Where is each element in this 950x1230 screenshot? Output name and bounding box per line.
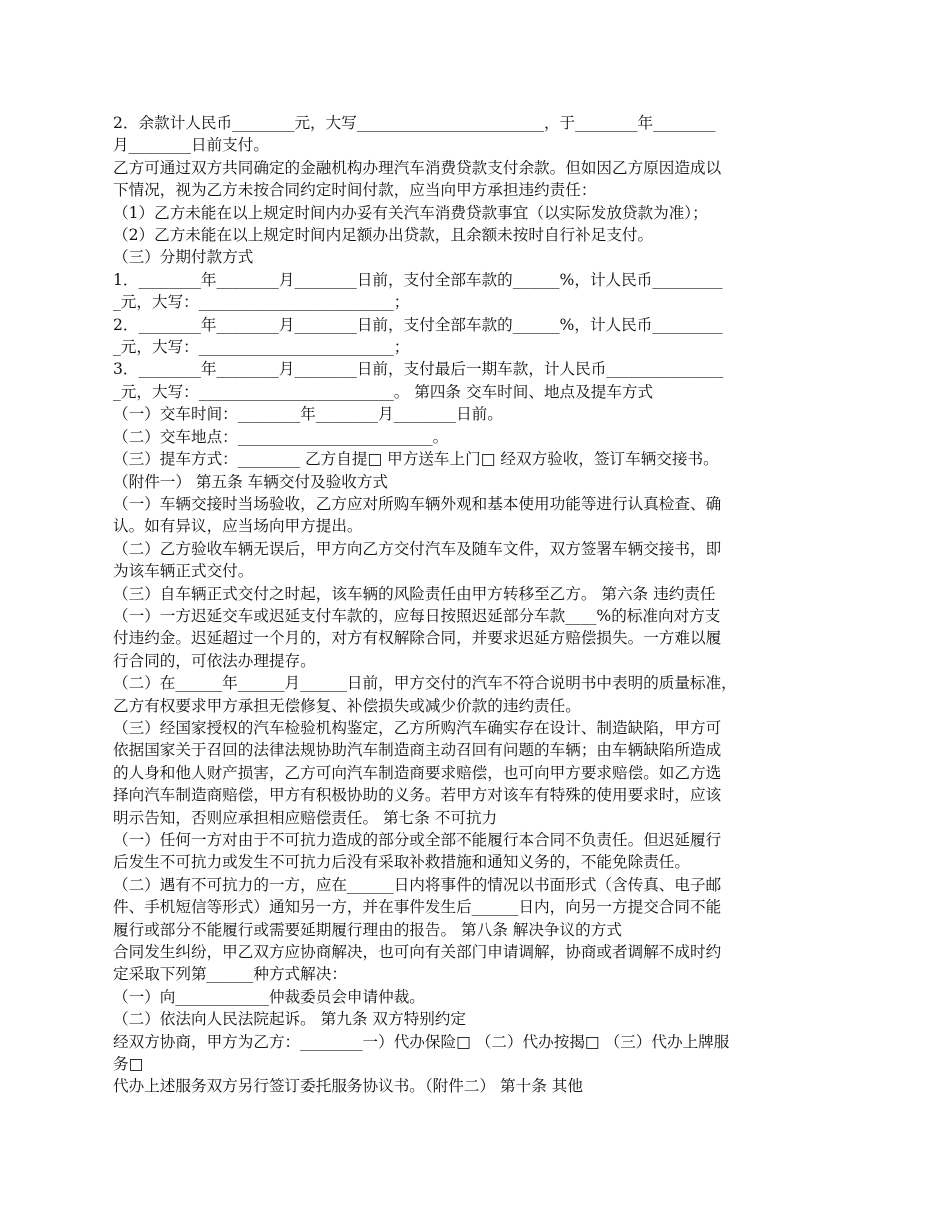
text-line: 经双方协商，甲方为乙方：________一）代办保险□ （二）代办按揭□ （三）代办上牌服 — [113, 1032, 730, 1051]
text-line: 明示告知，否则应承担相应赔偿责任。 第七条 不可抗力 — [113, 808, 498, 827]
text-line: _元，大写：_________________________。 第四条 交车时间、地点及提车方式 — [113, 382, 654, 401]
text-line: （二）依法向人民法院起诉。 第九条 双方特别约定 — [113, 1010, 466, 1029]
text-line: （一）任何一方对由于不可抗力造成的部分或全部不能履行本合同不负责任。但迟延履行 — [113, 831, 722, 849]
text-line: 行合同的，可依法办理提存。 — [113, 651, 316, 670]
text-line: 依据国家关于召回的法律法规协助汽车制造商主动召回有问题的车辆；由车辆缺陷所造成 — [113, 741, 722, 760]
text-line: 2．余款计人民币________元，大写________________________，于________年________ — [113, 114, 716, 132]
text-line: （2）乙方未能在以上规定时间内足额办出贷款，且余额未按时自行补足支付。 — [113, 226, 654, 245]
section-heading: （三）分期付款方式 — [113, 248, 254, 267]
text-line: （一）向____________仲裁委员会申请仲裁。 — [113, 987, 425, 1006]
text-line: 付违约金。迟延超过一个月的，对方有权解除合同，并要求迟延方赔偿损失。一方难以履 — [113, 629, 722, 648]
text-line: （三）自车辆正式交付之时起，该车辆的风险责任由甲方转移至乙方。 第六条 违约责任 — [113, 584, 716, 603]
text-line: 定采取下列第______种方式解决： — [113, 965, 347, 984]
text-line: （三）提车方式：________ 乙方自提□ 甲方送车上门□ 经双方验收，签订车辆交接书。 — [113, 450, 719, 469]
text-line: 后发生不可抗力或发生不可抗力后没有采取补救措施和通知义务的，不能免除责任。 — [113, 853, 690, 872]
text-line: 3．________年________月________日前，支付最后一期车款，计人民币_______________ — [113, 360, 724, 379]
text-line: 下情况，视为乙方未按合同约定时间付款，应当向甲方承担违约责任： — [113, 181, 597, 200]
text-line: （附件一） 第五条 车辆交付及验收方式 — [113, 472, 389, 491]
text-line: 代办上述服务双方另行签订委托服务协议书。（附件二） 第十条 其他 — [113, 1077, 583, 1096]
text-line: 件、手机短信等形式）通知另一方，并在事件发生后______日内，向另一方提交合同不能 — [113, 898, 722, 917]
text-line: （一）车辆交接时当场验收，乙方应对所购车辆外观和基本使用功能等进行认真检查、确 — [113, 494, 722, 513]
text-line: _元，大写：_________________________； — [113, 293, 410, 312]
text-line: 合同发生纠纷，甲乙双方应协商解决，也可向有关部门申请调解，协商或者调解不成时约 — [113, 943, 722, 962]
text-line: （二）乙方验收车辆无误后，甲方向乙方交付汽车及随车文件，双方签署车辆交接书，即 — [113, 539, 722, 558]
text-line: （二）遇有不可抗力的一方，应在______日内将事件的情况以书面形式（含传真、电子邮 — [113, 875, 722, 894]
text-line: _元，大写：_________________________； — [113, 338, 410, 357]
text-line: 月________日前支付。 — [113, 136, 269, 155]
text-line: 择向汽车制造商赔偿，甲方有积极协助的义务。若甲方对该车有特殊的使用要求时，应该 — [113, 786, 722, 805]
text-line: 为该车辆正式交付。 — [113, 562, 254, 581]
text-line: 的人身和他人财产损害，乙方可向汽车制造商要求赔偿，也可向甲方要求赔偿。如乙方选 — [113, 763, 722, 782]
text-line: （一）交车时间：________年________月________日前。 — [113, 405, 503, 424]
text-line: （二）交车地点：_________________________。 — [113, 427, 449, 446]
text-line: 务□ — [113, 1055, 144, 1074]
text-line: 乙方可通过双方共同确定的金融机构办理汽车消费贷款支付余款。但如因乙方原因造成以 — [113, 158, 722, 177]
text-line: （一）一方迟延交车或迟延支付车款的，应每日按照迟延部分车款____%的标准向对方支 — [113, 606, 721, 625]
text-line: 1．________年________月________日前，支付全部车款的______%，计人民币_________ — [113, 270, 723, 289]
text-line: 乙方有权要求甲方承担无偿修复、补偿损失或减少价款的违约责任。 — [113, 696, 581, 715]
text-line: 履行或部分不能履行或需要延期履行理由的报告。 第八条 解决争议的方式 — [113, 920, 622, 939]
text-line: 认。如有异议，应当场向甲方提出。 — [113, 517, 363, 536]
text-line: （二）在______年______月______日前，甲方交付的汽车不符合说明书中表明的质量标准， — [113, 674, 737, 693]
text-line: 2．________年________月________日前，支付全部车款的______%，计人民币_________ — [113, 315, 723, 334]
text-line: （三）经国家授权的汽车检验机构鉴定，乙方所购汽车确实存在设计、制造缺陷，甲方可 — [113, 718, 722, 737]
text-line: （1）乙方未能在以上规定时间内办妥有关汽车消费贷款事宜（以实际发放贷款为准）； — [113, 203, 708, 222]
contract-text — [113, 112, 843, 1098]
